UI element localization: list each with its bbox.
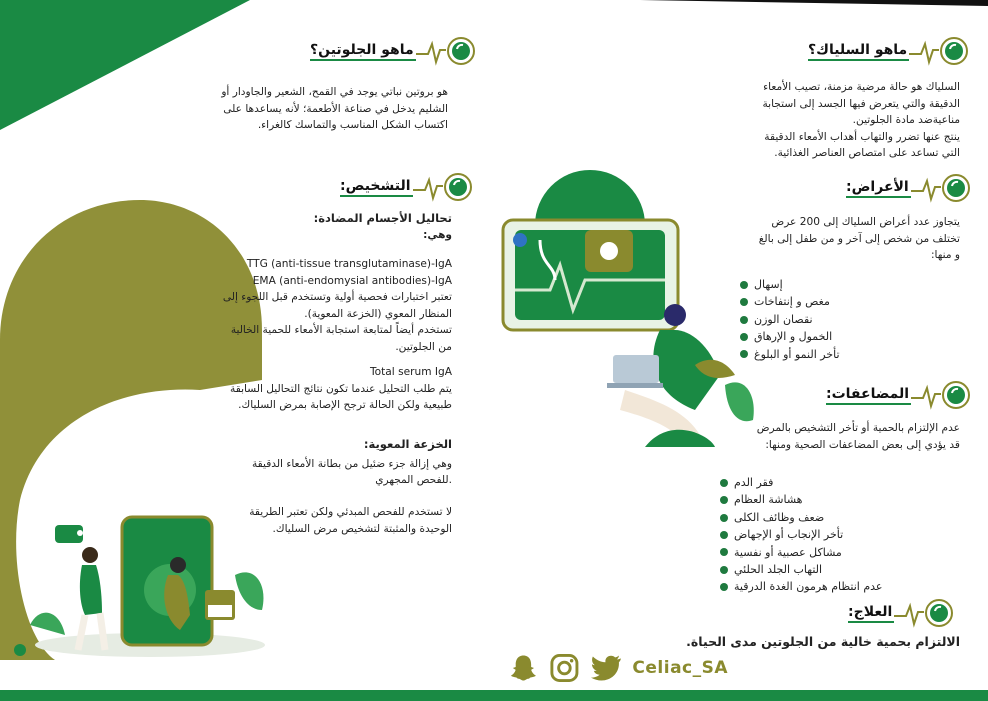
treatment-text: الالتزام بحمية خالية من الجلوتين مدى الحياة. bbox=[686, 634, 960, 649]
bullet-icon bbox=[740, 298, 748, 306]
heading-diagnosis bbox=[340, 172, 475, 202]
text-line: الدقيقة والتي يتعرض فيها الجسد إلى استجابة bbox=[762, 97, 960, 110]
list-item: تأخر النمو أو البلوغ bbox=[740, 346, 940, 363]
heading-title: التشخيص: bbox=[340, 178, 413, 197]
heading-what-is-celiac bbox=[808, 36, 971, 66]
stethoscope-pulse-icon bbox=[894, 598, 956, 628]
gluten-description bbox=[178, 84, 448, 134]
heading-title: ماهو الجلوتين؟ bbox=[310, 42, 416, 61]
bullet-icon bbox=[720, 583, 728, 591]
list-item: هشاشة العظام bbox=[720, 491, 940, 508]
text-line: يتم طلب التحليل عندما تكون نتائج التحاليل السابقة bbox=[230, 382, 452, 395]
snapchat-icon[interactable] bbox=[508, 652, 539, 684]
social-handle[interactable]: Celiac_SA bbox=[632, 658, 729, 678]
text-line: عدم الإلتزام بالحمية أو تأخر التشخيص بالمرض bbox=[756, 422, 960, 434]
twitter-icon[interactable] bbox=[590, 653, 623, 683]
text-line: .للفحص المجهري bbox=[375, 474, 452, 486]
list-item: إسهال bbox=[740, 276, 940, 293]
text-line: قد يؤدي إلى بعض المضاعفات الصحية ومنها: bbox=[765, 438, 960, 451]
heading-title: ماهو السلياك؟ bbox=[808, 42, 909, 61]
antibody-heading: تحاليل الأجسام المضادة: bbox=[313, 211, 452, 225]
antibody-sub: وهي: bbox=[423, 228, 452, 241]
text-line: التي تساعد على امتصاص العناصر الغذائية. bbox=[774, 147, 960, 159]
text-line: تختلف من شخص إلى آخر و من طفل إلى بالغ bbox=[758, 232, 960, 245]
ttg-test: TTG (anti-tissue transglutaminase)-IgA bbox=[246, 258, 452, 270]
ema-test: EMA (anti-endomysial antibodies)-IgA bbox=[252, 274, 452, 287]
bullet-icon bbox=[720, 479, 728, 487]
symptoms-list bbox=[740, 276, 940, 363]
stethoscope-pulse-icon bbox=[416, 36, 478, 66]
text-line: طبيعية ولكن الحالة ترجح الإصابة بمرض السلياك. bbox=[238, 399, 452, 411]
list-item: التهاب الجلد الحلئي bbox=[720, 561, 940, 578]
text-line: الوحيدة والمثبتة لتشخيص مرض السلياك. bbox=[272, 522, 452, 535]
stethoscope-pulse-icon bbox=[911, 173, 973, 203]
top-strip bbox=[640, 0, 988, 6]
bullet-icon bbox=[720, 566, 728, 574]
heading-what-is-gluten bbox=[310, 36, 478, 66]
total-serum-section bbox=[182, 364, 452, 414]
bullet-icon bbox=[740, 350, 748, 358]
antibody-tests-body bbox=[182, 256, 452, 355]
social-bar bbox=[508, 650, 728, 686]
heading-title: المضاعفات: bbox=[826, 386, 911, 405]
list-item: مغص و إنتفاخات bbox=[740, 293, 940, 310]
bullet-icon bbox=[720, 548, 728, 556]
bullet-icon bbox=[720, 514, 728, 522]
bullet-icon bbox=[740, 281, 748, 289]
text-line: لا تستخدم للفحص المبدئي ولكن تعتبر الطريقة bbox=[249, 506, 452, 518]
stethoscope-pulse-icon bbox=[911, 380, 973, 410]
celiac-description bbox=[690, 79, 960, 162]
stethoscope-pulse-icon bbox=[909, 36, 971, 66]
list-item: فقر الدم bbox=[720, 474, 940, 491]
list-item: تأخر الإنجاب أو الإجهاض bbox=[720, 526, 940, 543]
complications-intro bbox=[680, 420, 960, 453]
text-line: تستخدم أيضاً لمتابعة استجابة الأمعاء للحمية الخالية bbox=[230, 324, 452, 336]
biopsy-heading: الخزعة المعوية: bbox=[363, 437, 452, 451]
bullet-icon bbox=[720, 531, 728, 539]
text-line: يتجاوز عدد أعراض السلياك إلى 200 عرض bbox=[771, 216, 960, 228]
text-line: مناعيةضد مادة الجلوتين. bbox=[852, 114, 960, 126]
text-line: تعتبر اختبارات فحصية أولية وتستخدم قبل اللجوء إلى bbox=[222, 291, 452, 303]
antibody-tests-section bbox=[192, 210, 452, 243]
instagram-icon[interactable] bbox=[549, 652, 580, 684]
text-line: ينتج عنها تضرر والتهاب أهداب الأمعاء الدقيقة bbox=[764, 130, 960, 143]
biopsy-section bbox=[182, 436, 452, 489]
bullet-icon bbox=[740, 316, 748, 324]
stethoscope-pulse-icon bbox=[413, 172, 475, 202]
list-item: الخمول و الإرهاق bbox=[740, 328, 940, 345]
heading-symptoms bbox=[846, 173, 973, 203]
text-line: الشليم يدخل في صناعة الأطعمة؛ لأنه يساعدها على bbox=[223, 102, 448, 115]
list-item: عدم انتظام هرمون الغدة الدرقية bbox=[720, 578, 940, 595]
list-item: مشاكل عصبية أو نفسية bbox=[720, 544, 940, 561]
text-line: المنظار المعوي (الخزعة المعوية). bbox=[304, 307, 452, 320]
text-line: وهي إزالة جزء ضئيل من بطانة الأمعاء الدقيقة bbox=[251, 457, 452, 470]
complications-list bbox=[720, 474, 940, 596]
text-line: اكتساب الشكل المناسب والتماسك كالغراء. bbox=[257, 119, 448, 131]
bullet-icon bbox=[740, 333, 748, 341]
heading-complications bbox=[826, 380, 973, 410]
list-item: نقصان الوزن bbox=[740, 311, 940, 328]
text-line: و منها: bbox=[930, 249, 960, 261]
text-line: هو بروتين نباتي يوجد في القمح، الشعير والجاودار أو bbox=[221, 86, 448, 98]
bullet-icon bbox=[720, 496, 728, 504]
text-line: السلياك هو حالة مرضية مزمنة، تصيب الأمعاء bbox=[763, 81, 960, 93]
total-serum-test: Total serum IgA bbox=[370, 366, 452, 378]
heading-treatment bbox=[848, 598, 956, 628]
biopsy-note bbox=[182, 504, 452, 537]
symptoms-intro bbox=[690, 214, 960, 264]
list-item: ضعف وظائف الكلى bbox=[720, 509, 940, 526]
heading-title: العلاج: bbox=[848, 604, 894, 623]
heading-title: الأعراض: bbox=[846, 179, 911, 198]
bottom-bar bbox=[0, 690, 988, 701]
text-line: من الجلوتين. bbox=[395, 340, 452, 353]
